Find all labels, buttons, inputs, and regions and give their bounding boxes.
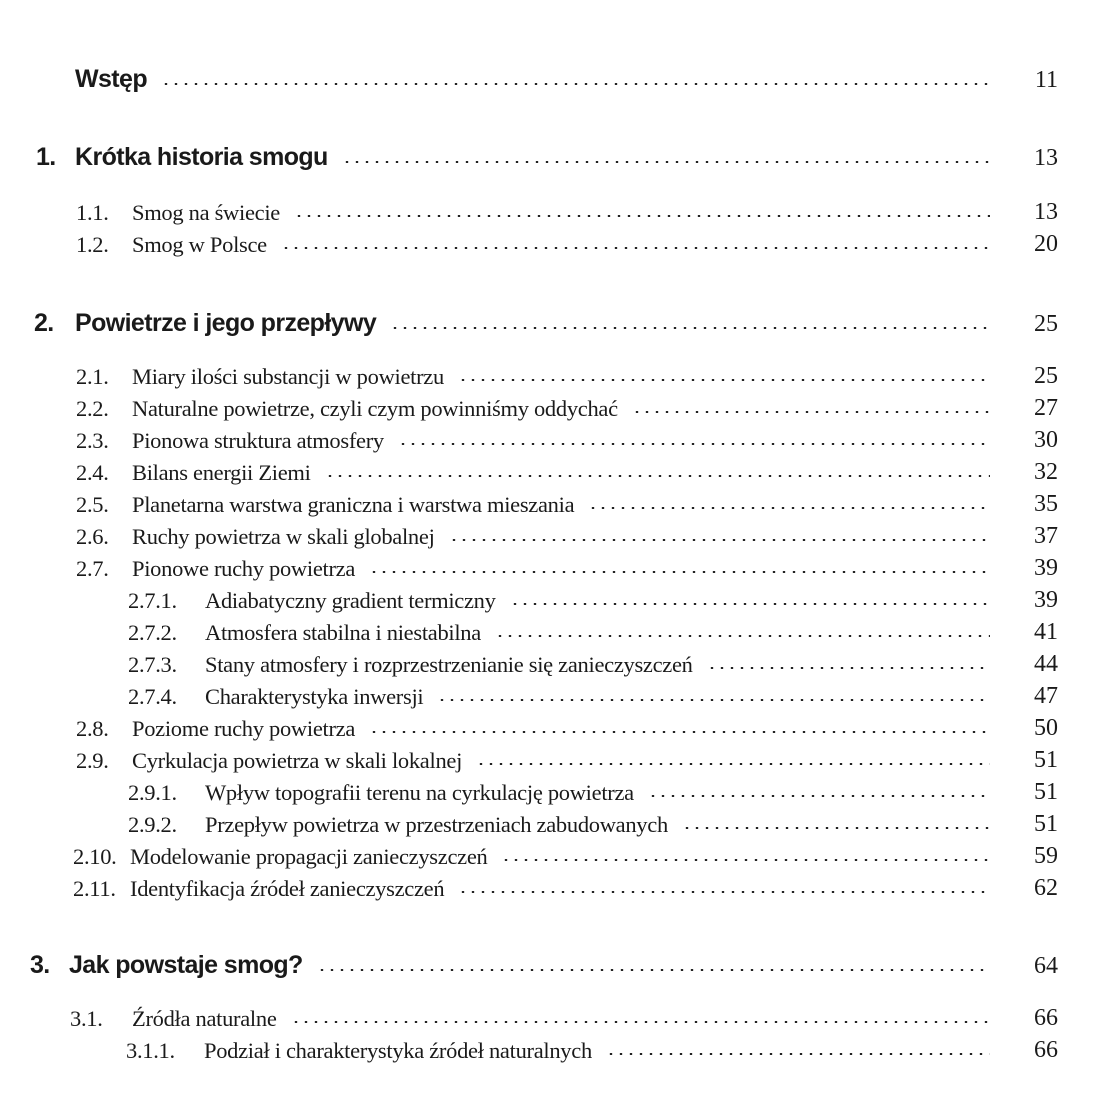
toc-page-number: 64 [1034, 953, 1058, 979]
toc-section-row [0, 356, 1118, 388]
toc-entry-title: Smog na świecie [132, 199, 280, 225]
toc-entry-title: Poziome ruchy powietrza [132, 715, 356, 741]
toc-leader-dots [510, 603, 990, 605]
toc-page-number: 51 [1034, 779, 1058, 805]
toc-chapter-row [0, 138, 1118, 170]
toc-entry-title: Źródła naturalne [132, 1005, 277, 1031]
toc-page-number: 35 [1034, 491, 1058, 517]
toc-entry-title: Planetarna warstwa graniczna i warstwa mieszania [132, 491, 575, 517]
toc-leader-dots [398, 443, 990, 445]
toc-entry-number: 2.9.1. [128, 779, 177, 805]
toc-subsection-row [0, 644, 1118, 676]
toc-page-number: 41 [1034, 619, 1058, 645]
toc-leader-dots [342, 161, 990, 163]
toc-page-number: 47 [1034, 683, 1058, 709]
toc-section-row [0, 224, 1118, 256]
toc-entry-number: 2.7.3. [128, 651, 177, 677]
toc-entry-number: 2.11. [73, 875, 116, 901]
toc-subsection-row [0, 1030, 1118, 1062]
toc-entry-number: 2.3. [76, 427, 109, 453]
toc-page-number: 50 [1034, 715, 1058, 741]
toc-entry-title: Adiabatyczny gradient termiczny [205, 587, 496, 613]
toc-section-row [0, 484, 1118, 516]
toc-page-number: 37 [1034, 523, 1058, 549]
toc-section-row [0, 548, 1118, 580]
toc-entry-title: Stany atmosfery i rozprzestrzenianie się zanieczyszczeń [205, 651, 693, 677]
toc-chapter-row [0, 304, 1118, 336]
toc-entry-title: Jak powstaje smog? [69, 951, 303, 979]
toc-entry-title: Wpływ topografii terenu na cyrkulację powietrza [205, 779, 634, 805]
toc-leader-dots [458, 379, 990, 381]
toc-leader-dots [458, 891, 990, 893]
toc-entry-number: 2.10. [73, 843, 117, 869]
toc-entry-number: 2.6. [76, 523, 109, 549]
toc-page-number: 20 [1034, 231, 1058, 257]
toc-page-number: 66 [1034, 1037, 1058, 1063]
toc-entry-number: 2.7. [76, 555, 109, 581]
toc-entry-number: 2.1. [76, 363, 109, 389]
toc-entry-number: 1.2. [76, 231, 109, 257]
toc-subsection-row [0, 772, 1118, 804]
toc-leader-dots [369, 571, 990, 573]
toc-entry-number: 2. [34, 309, 54, 337]
toc-entry-number: 2.9.2. [128, 811, 177, 837]
toc-section-row [0, 708, 1118, 740]
toc-page-number: 13 [1034, 199, 1058, 225]
toc-page-number: 39 [1034, 555, 1058, 581]
toc-entry-title: Ruchy powietrza w skali globalnej [132, 523, 435, 549]
toc-leader-dots [325, 475, 990, 477]
toc-section-row [0, 868, 1118, 900]
toc-entry-title: Podział i charakterystyka źródeł naturalnych [204, 1037, 592, 1063]
toc-page-number: 51 [1034, 747, 1058, 773]
toc-entry-title: Atmosfera stabilna i niestabilna [205, 619, 481, 645]
toc-leader-dots [648, 795, 990, 797]
toc-page-number: 32 [1034, 459, 1058, 485]
toc-page-number: 25 [1034, 311, 1058, 337]
toc-entry-title: Pionowa struktura atmosfery [132, 427, 384, 453]
toc-entry-number: 1. [36, 143, 56, 171]
toc-page-number: 59 [1034, 843, 1058, 869]
toc-entry-title: Wstęp [75, 65, 148, 93]
toc-entry-number: 2.2. [76, 395, 109, 421]
toc-entry-title: Przepływ powietrza w przestrzeniach zabudowanych [205, 811, 668, 837]
toc-section-row [0, 516, 1118, 548]
toc-page-number: 25 [1034, 363, 1058, 389]
toc-subsection-row [0, 612, 1118, 644]
toc-leader-dots [501, 859, 990, 861]
toc-leader-dots [449, 539, 990, 541]
toc-leader-dots [437, 699, 990, 701]
toc-entry-title: Bilans energii Ziemi [132, 459, 311, 485]
toc-leader-dots [606, 1053, 990, 1055]
toc-leader-dots [632, 411, 990, 413]
toc-entry-title: Modelowanie propagacji zanieczyszczeń [130, 843, 488, 869]
toc-page-number: 51 [1034, 811, 1058, 837]
toc-entry-number: 2.7.4. [128, 683, 177, 709]
toc-entry-title: Charakterystyka inwersji [205, 683, 424, 709]
toc-entry-title: Miary ilości substancji w powietrzu [132, 363, 444, 389]
toc-section-row [0, 420, 1118, 452]
toc-subsection-row [0, 804, 1118, 836]
toc-section-row [0, 836, 1118, 868]
toc-page-number: 11 [1034, 67, 1058, 93]
toc-leader-dots [369, 731, 990, 733]
toc-page-number: 66 [1034, 1005, 1058, 1031]
toc-entry-title: Krótka historia smogu [75, 143, 328, 171]
toc-subsection-row [0, 580, 1118, 612]
toc-entry-title: Identyfikacja źródeł zanieczyszczeń [130, 875, 445, 901]
toc-section-row [0, 740, 1118, 772]
toc-section-row [0, 388, 1118, 420]
toc-leader-dots [390, 327, 990, 329]
toc-section-row [0, 192, 1118, 224]
toc-page-number: 62 [1034, 875, 1058, 901]
toc-leader-dots [495, 635, 990, 637]
toc-page-number: 39 [1034, 587, 1058, 613]
toc-entry-number: 2.7.2. [128, 619, 177, 645]
toc-leader-dots [291, 1021, 990, 1023]
toc-entry-number: 3. [30, 951, 50, 979]
toc-section-row [0, 998, 1118, 1030]
toc-page-number: 13 [1034, 145, 1058, 171]
toc-entry-number: 2.4. [76, 459, 109, 485]
toc-leader-dots [476, 763, 990, 765]
toc-page-number: 30 [1034, 427, 1058, 453]
toc-leader-dots [707, 667, 990, 669]
toc-chapter-row [0, 60, 1118, 92]
toc-entry-number: 3.1. [70, 1005, 103, 1031]
toc-entry-title: Smog w Polsce [132, 231, 267, 257]
toc-entry-title: Pionowe ruchy powietrza [132, 555, 356, 581]
toc-leader-dots [294, 215, 990, 217]
toc-entry-number: 2.8. [76, 715, 109, 741]
toc-entry-number: 1.1. [76, 199, 109, 225]
toc-entry-title: Cyrkulacja powietrza w skali lokalnej [132, 747, 463, 773]
toc-chapter-row [0, 946, 1118, 978]
toc-subsection-row [0, 676, 1118, 708]
toc-page-number: 27 [1034, 395, 1058, 421]
toc-page-number: 44 [1034, 651, 1058, 677]
toc-entry-title: Naturalne powietrze, czyli czym powinniśmy oddychać [132, 395, 618, 421]
toc-entry-number: 3.1.1. [126, 1037, 175, 1063]
toc-entry-number: 2.7.1. [128, 587, 177, 613]
toc-leader-dots [161, 83, 990, 85]
toc-section-row [0, 452, 1118, 484]
toc-entry-title: Powietrze i jego przepływy [75, 309, 377, 337]
toc-entry-number: 2.9. [76, 747, 109, 773]
toc-leader-dots [281, 247, 990, 249]
toc-leader-dots [588, 507, 990, 509]
toc-leader-dots [682, 827, 990, 829]
toc-entry-number: 2.5. [76, 491, 109, 517]
toc-leader-dots [317, 969, 990, 971]
